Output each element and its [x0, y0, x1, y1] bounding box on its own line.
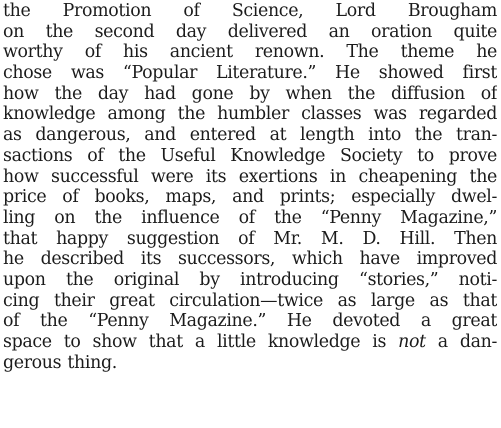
emphasis-not: not	[398, 332, 426, 352]
text-line-5: how the day had gone by when the diffusion of	[3, 83, 497, 104]
text-line-4: chose was “Popular Literature.” He showed first	[3, 63, 497, 84]
text-line-8: sactions of the Useful Knowledge Society to prove	[3, 145, 497, 166]
text-line-13: he described its successors, which have improved	[3, 249, 497, 270]
text-line-6: knowledge among the humbler classes was regarded	[3, 104, 497, 125]
text-line-2: on the second day delivered an oration quite	[3, 21, 497, 42]
text-line-10: price of books, maps, and prints; especially dwel-	[3, 187, 497, 208]
text-line-12: that happy suggestion of Mr. M. D. Hill. Then	[3, 228, 497, 249]
text-line-18: gerous thing.	[3, 352, 117, 373]
text-line-11: ling on the influence of the “Penny Magazine,”	[3, 207, 497, 228]
article-column	[3, 1, 497, 373]
text-line-17	[3, 332, 497, 353]
text-line-7: as dangerous, and entered at length into the tran-	[3, 125, 497, 146]
text-line-1: the Promotion of Science, Lord Brougham	[3, 1, 497, 21]
text-line-9: how successful were its exertions in cheapening the	[3, 166, 497, 187]
text-line-14: upon the original by introducing “stories,” noti-	[3, 269, 497, 290]
text-line-3: worthy of his ancient renown. The theme he	[3, 42, 497, 63]
text-line-17-start: space to show that a little knowledge is	[3, 332, 399, 352]
text-line-17-end: a dan-	[425, 332, 497, 352]
text-line-15: cing their great circulation—twice as large as that	[3, 290, 497, 311]
text-line-16: of the “Penny Magazine.” He devoted a great	[3, 311, 497, 332]
